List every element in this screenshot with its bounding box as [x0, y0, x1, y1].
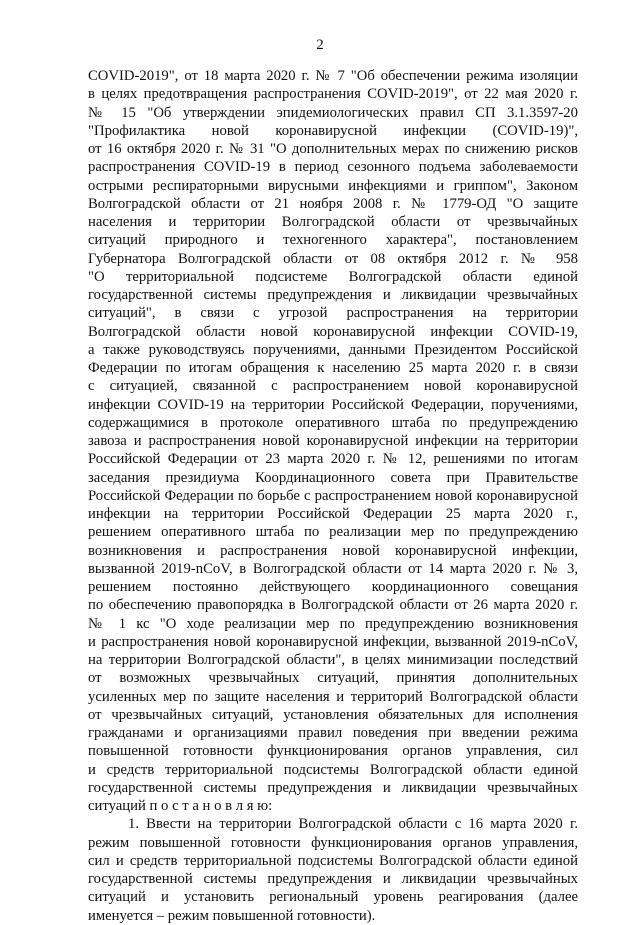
- text-line: Губернатора Волгоградской области от 08 октября 2012 г. № 958: [88, 250, 578, 267]
- text-line: "Профилактика новой коронавирусной инфекции (COVID-19)",: [88, 122, 578, 139]
- text-line: распространения COVID-19 в период сезонного подъема заболеваемости: [88, 159, 578, 176]
- text-line: Волгоградской области от 21 ноября 2008 г. № 1779-ОД "О защите: [88, 195, 578, 212]
- text-line: и распространения новой коронавирусной инфекции, вызванной 2019-nCoV,: [88, 633, 578, 650]
- text-line: ситуаций п о с т а н о в л я ю:: [88, 798, 273, 814]
- text-line: № 1 кс "О ходе реализации мер по предупреждению возникновения: [88, 615, 578, 632]
- text-line: на территории Волгоградской области", в целях минимизации последствий: [88, 652, 578, 668]
- text-line: государственной системы предупреждения и ликвидации чрезвычайных: [88, 287, 578, 303]
- text-line: завоза и распространения новой коронавирусной инфекции на территории: [88, 433, 578, 449]
- text-line: 1. Ввести на территории Волгоградской области с 16 марта 2020 г.: [128, 816, 578, 833]
- text-line: острыми респираторными вирусными инфекциями и гриппом", Законом: [88, 177, 578, 194]
- text-line: Российской Федерации по борьбе с распространением новой коронавирусной: [88, 487, 578, 504]
- text-line: решением постоянно действующего координационного совещания: [88, 579, 578, 595]
- text-line: повышенной готовности функционирования органов управления, сил: [88, 743, 578, 760]
- text-line: сил и средств территориальной подсистемы Волгоградской области единой: [88, 852, 578, 869]
- page-number: 2: [316, 37, 324, 53]
- text-line: именуется – режим повышенной готовности).: [88, 907, 376, 924]
- text-line: COVID-2019", от 18 марта 2020 г. № 7 "Об обеспечении режима изоляции: [88, 68, 578, 84]
- text-line: государственной системы предупреждения и ликвидации чрезвычайных: [88, 779, 578, 796]
- text-line: Российской Федерации от 23 марта 2020 г. № 12, решениями по итогам: [88, 451, 578, 468]
- text-line: инфекции на территории Российской Федерации 25 марта 2020 г.,: [88, 506, 578, 522]
- text-line: ситуаций", в связи с угрозой распространения на территории: [88, 305, 578, 322]
- text-line: ситуаций природного и техногенного характера", постановлением: [88, 232, 578, 249]
- text-line: № 15 "Об утверждении эпидемиологических правил СП 3.1.3597-20: [88, 104, 578, 121]
- text-line: от чрезвычайных ситуаций, установления обязательных для исполнения: [88, 706, 578, 723]
- text-line: по обеспечению правопорядка в Волгоградской области от 26 марта 2020 г.: [88, 597, 578, 614]
- text-line: в целях предотвращения распространения COVID-2019", от 22 мая 2020 г.: [88, 86, 578, 103]
- text-line: с ситуацией, связанной с распространением новой коронавирусной: [88, 378, 578, 395]
- document-body: [88, 67, 578, 925]
- text-line: режим повышенной готовности функционирования органов управления,: [88, 834, 578, 851]
- text-line: "О территориальной подсистеме Волгоградской области единой: [88, 268, 578, 285]
- text-line: возникновения и распространения новой коронавирусной инфекции,: [88, 542, 578, 559]
- text-line: вызванной 2019-nCoV, в Волгоградской области от 14 марта 2020 г. № 3,: [88, 560, 578, 577]
- text-line: решением оперативного штаба по реализации мер по предупреждению: [88, 524, 578, 541]
- text-line: инфекции COVID-19 на территории Российской Федерации, поручениями,: [88, 396, 578, 413]
- text-line: населения и территории Волгоградской области от чрезвычайных: [88, 214, 578, 230]
- text-line: от 16 октября 2020 г. № 31 "О дополнительных мерах по снижению рисков: [88, 141, 578, 157]
- text-line: усиленных мер по защите населения и территорий Волгоградской области: [88, 688, 578, 705]
- text-line: Волгоградской области новой коронавирусной инфекции COVID-19,: [88, 323, 578, 340]
- text-line: заседания президиума Координационного совета при Правительстве: [88, 469, 578, 486]
- text-line: от возможных чрезвычайных ситуаций, принятия дополнительных: [88, 670, 578, 687]
- text-line: и средств территориальной подсистемы Волгоградской области единой: [88, 761, 578, 778]
- text-line: ситуаций и установить региональный уровень реагирования (далее: [88, 889, 578, 906]
- text-line: содержащимися в протоколе оперативного штаба по предупреждению: [88, 414, 578, 431]
- text-line: государственной системы предупреждения и ликвидации чрезвычайных: [88, 871, 578, 887]
- text-line: а также руководствуясь поручениями, данными Президентом Российской: [88, 341, 578, 358]
- text-line: Федерации по итогам обращения к населению 25 марта 2020 г. в связи: [88, 360, 578, 376]
- text-line: гражданами и организациями правил поведения при введении режима: [88, 725, 578, 741]
